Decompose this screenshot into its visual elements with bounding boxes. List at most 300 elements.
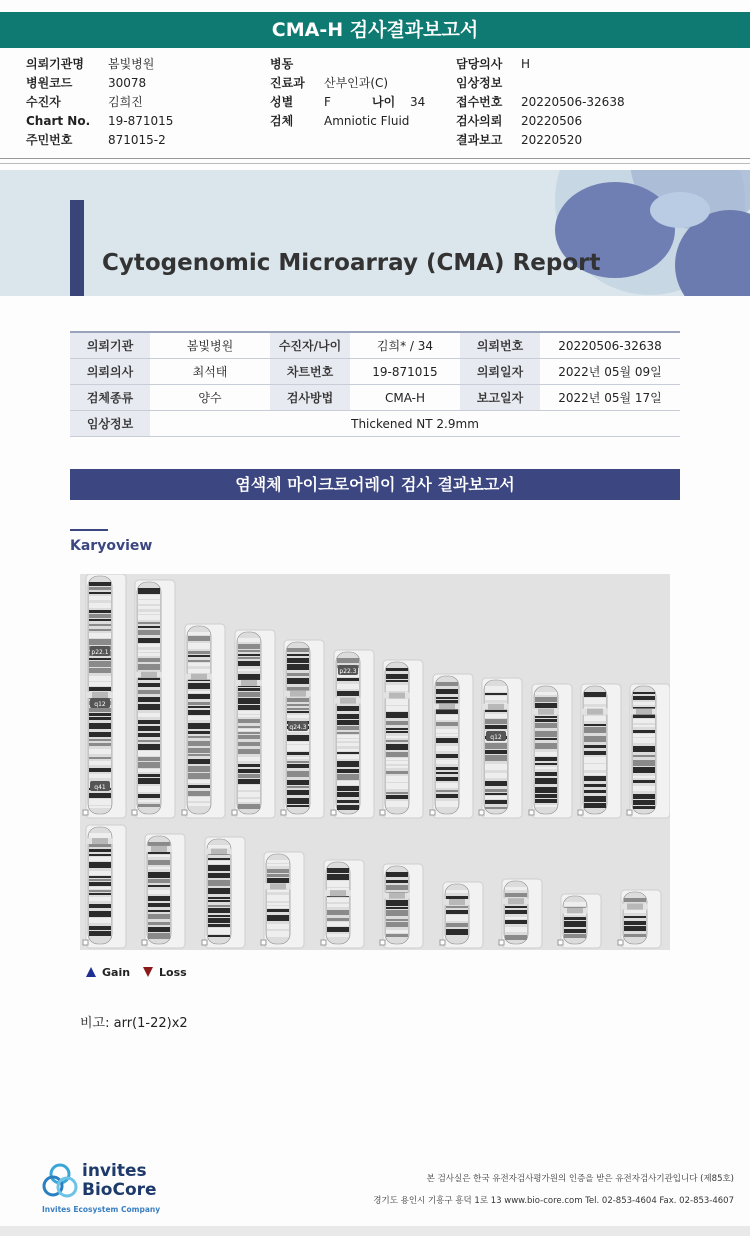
chromosome-band — [238, 661, 260, 666]
chromosome-band — [386, 919, 408, 921]
biocore-logo-icon — [40, 1160, 80, 1202]
chromosome-band — [485, 719, 507, 724]
chromosome-band — [386, 731, 408, 733]
chromosome-band — [138, 612, 160, 614]
chromosome-marker — [331, 810, 336, 815]
chromosome-band — [238, 729, 260, 731]
chromosome-band — [138, 683, 160, 687]
chromosome-band — [89, 658, 111, 660]
info-label: 임상정보 — [70, 411, 150, 437]
chromosome-band — [337, 720, 359, 725]
chromosome-band — [564, 929, 586, 933]
chromosome-band — [89, 732, 111, 737]
age-label: 나이 — [372, 95, 396, 109]
chromosome — [380, 864, 423, 948]
centromere-core — [141, 672, 157, 678]
chromosome-band — [89, 806, 111, 808]
chromosome-band — [89, 774, 111, 778]
chromosome-band — [633, 780, 655, 783]
header-divider-top — [0, 158, 750, 159]
chromosome-band — [138, 757, 160, 761]
chromosome-band — [535, 778, 557, 784]
chromosome-band — [89, 876, 111, 878]
chromosome-band — [89, 904, 111, 908]
centromere-core — [270, 883, 286, 889]
centromere-core — [636, 709, 652, 715]
chromosome-band — [505, 887, 527, 890]
chromosome-band — [89, 629, 111, 631]
chromosome-band — [386, 792, 408, 794]
specimen-value: Amniotic Fluid — [324, 114, 410, 128]
result-date-value: 20220520 — [521, 133, 583, 147]
chromosome-band — [267, 890, 289, 892]
chromosome-band — [633, 794, 655, 799]
chromosome-band — [89, 793, 111, 798]
band-label: q24.3 — [289, 724, 307, 731]
band-label: q12 — [490, 734, 502, 741]
chromosome-band — [89, 887, 111, 889]
chromosome-band — [535, 692, 557, 695]
chromosome-band — [436, 682, 458, 686]
chromosome-band — [138, 733, 160, 737]
chromosome-band — [287, 658, 309, 663]
chromosome-band — [337, 691, 359, 696]
info-value: 2022년 05월 17일 — [540, 385, 680, 411]
chromosome-band — [208, 861, 230, 864]
chromosome-band — [89, 893, 111, 895]
chromosome-band — [386, 699, 408, 705]
resident-no-label: 주민번호 — [26, 133, 73, 147]
chromosome-band — [327, 910, 349, 915]
chromosome-band — [584, 784, 606, 787]
request-date-label: 검사의뢰 — [456, 114, 503, 128]
chromosome-band — [238, 732, 260, 734]
chromosome-band — [584, 692, 606, 697]
chromosome — [529, 684, 572, 818]
chromosome — [440, 882, 483, 948]
centromere-core — [241, 680, 257, 686]
chromosome-band — [436, 729, 458, 733]
chromosome-band — [188, 669, 210, 673]
chromosome-band — [436, 772, 458, 774]
chromosome-band — [148, 852, 170, 854]
chromosome-band — [485, 725, 507, 729]
chromosome-band — [208, 880, 230, 886]
chromosome-band — [89, 862, 111, 868]
banner-title: Cytogenomic Microarray (CMA) Report — [102, 250, 601, 276]
chromosome-band — [327, 874, 349, 880]
chromosome-marker — [182, 810, 187, 815]
chromosome-band — [188, 643, 210, 649]
chromosome-band — [188, 773, 210, 779]
chromosome-band — [436, 794, 458, 798]
chromosome-band — [386, 872, 408, 877]
chromosome-band — [337, 781, 359, 785]
chromosome-band — [485, 773, 507, 778]
banner-decoration — [0, 170, 750, 296]
chromosome-band — [89, 739, 111, 741]
section-title: 염색체 마이크로어레이 검사 결과보고서 — [70, 469, 680, 500]
chromosome — [479, 678, 522, 818]
chromosome-band — [138, 622, 160, 624]
chromosome-marker — [380, 940, 385, 945]
chromosome-band — [238, 657, 260, 659]
karyogram — [80, 574, 670, 950]
chromosome-band — [89, 849, 111, 852]
chromosome-band — [287, 648, 309, 652]
chromosome-band — [446, 910, 468, 914]
chromosome-band — [267, 895, 289, 901]
table-row — [70, 332, 680, 359]
chromosome — [331, 650, 374, 818]
chromosome-band — [287, 742, 309, 744]
chromosome-band — [89, 587, 111, 590]
chromosome-band — [446, 929, 468, 935]
chromosome-band — [188, 632, 210, 635]
chromosome-body — [583, 686, 607, 814]
chromosome-band — [188, 683, 210, 689]
chromosome-band — [386, 674, 408, 679]
hospital-name-value: 봄빛병원 — [108, 57, 155, 71]
chromosome-band — [138, 740, 160, 742]
info-value: 김희* / 34 — [350, 332, 460, 359]
chromosome-band — [188, 706, 210, 708]
chromosome-band — [633, 800, 655, 805]
chromosome-band — [436, 777, 458, 781]
chromosome-band — [485, 686, 507, 692]
chromosome-band — [386, 744, 408, 750]
chromosome-band — [238, 799, 260, 802]
chromosome-band — [208, 908, 230, 913]
chromosome-band — [327, 934, 349, 937]
chromosome — [182, 624, 225, 818]
chromosome-band — [386, 900, 408, 906]
chromosome-band — [148, 860, 170, 865]
chromosome-marker — [321, 940, 326, 945]
chromosome-band — [337, 752, 359, 754]
chromosome-band — [564, 921, 586, 927]
chromosome-band — [89, 596, 111, 600]
chromosome-band — [436, 689, 458, 694]
sex-value: F — [324, 95, 331, 109]
chromosome-band — [188, 651, 210, 654]
chromosome-band — [89, 639, 111, 645]
centromere-core — [151, 846, 167, 852]
chromosome-band — [188, 655, 210, 657]
info-label: 의뢰일자 — [460, 359, 540, 385]
centromere-core — [211, 849, 227, 855]
report-title: CMA-H 검사결과보고서 — [0, 12, 750, 48]
chromosome-band — [267, 915, 289, 921]
chromosome-band — [89, 610, 111, 613]
chromosome-band — [485, 793, 507, 795]
chromosome — [627, 684, 670, 818]
chromosome-band — [148, 910, 170, 912]
dept-label: 진료과 — [270, 76, 305, 90]
chromosome-marker — [83, 810, 88, 815]
chromosome-band — [267, 903, 289, 905]
chromosome-band — [138, 658, 160, 662]
chromosome-band — [633, 730, 655, 733]
chromosome-band — [386, 934, 408, 937]
chromosome-band — [337, 684, 359, 689]
chromosome-band — [238, 749, 260, 754]
info-label: 의뢰기관 — [70, 332, 150, 359]
chromosome-band — [89, 743, 111, 746]
chromosome-band — [436, 709, 458, 714]
company-logo — [82, 1162, 157, 1200]
chromosome-band — [267, 931, 289, 937]
centromere-core — [449, 899, 465, 905]
chromosome-band — [535, 703, 557, 708]
chromosome-band — [238, 669, 260, 671]
chromosome-band — [89, 668, 111, 673]
banner-accent-bar — [70, 200, 84, 296]
chromosome-band — [138, 751, 160, 756]
chromosome-band — [535, 731, 557, 737]
chromosome-band — [138, 774, 160, 777]
chromosome-band — [238, 688, 260, 691]
chromosome-band — [584, 745, 606, 748]
chromosome-band — [238, 804, 260, 809]
chromosome-band — [624, 926, 646, 931]
chromosome-band — [138, 804, 160, 807]
chromosome-band — [188, 759, 210, 764]
chromosome-band — [584, 796, 606, 802]
chromosome-band — [386, 668, 408, 671]
chromosome-band — [327, 898, 349, 902]
chromosome-band — [238, 774, 260, 778]
chromosome-marker — [380, 810, 385, 815]
chromosome-marker — [529, 810, 534, 815]
logo-line2: BioCore — [82, 1180, 157, 1200]
chromosome-band — [287, 745, 309, 751]
chromosome-band — [386, 736, 408, 738]
chromosome-band — [584, 698, 606, 704]
chromosome-band — [89, 897, 111, 901]
chromosome-band — [208, 858, 230, 860]
chromosome-band — [436, 783, 458, 788]
info-value: 양수 — [150, 385, 270, 411]
chromosome-band — [446, 915, 468, 921]
chromosome-band — [505, 920, 527, 924]
chromosome-band — [188, 748, 210, 753]
chromosome-band — [287, 711, 309, 713]
chromosome-band — [337, 749, 359, 751]
chromosome-band — [138, 588, 160, 594]
chromosome-band — [535, 805, 557, 807]
chromosome-band — [633, 692, 655, 694]
chromosome-band — [148, 927, 170, 932]
chromosome-band — [386, 783, 408, 789]
chromosome-band — [485, 796, 507, 799]
chromosome-band — [89, 918, 111, 923]
chromosome-band — [564, 917, 586, 920]
receipt-no-label: 접수번호 — [456, 95, 503, 109]
chromosome-band — [505, 935, 527, 940]
chromosome-band — [485, 789, 507, 792]
chromosome-marker — [261, 940, 266, 945]
chromosome-band — [436, 722, 458, 726]
chromosome-band — [148, 885, 170, 887]
chromosome-band — [327, 927, 349, 932]
chromosome-band — [633, 702, 655, 705]
chromosome-band — [584, 776, 606, 781]
chromosome-band — [505, 927, 527, 932]
chromosome-band — [89, 661, 111, 667]
chromosome-band — [337, 805, 359, 810]
chromosome-band — [148, 933, 170, 939]
chromosome-band — [267, 860, 289, 863]
chromosome-band — [148, 914, 170, 919]
centromere-core — [488, 704, 504, 710]
chromosome-band — [337, 726, 359, 730]
chromosome-band — [238, 711, 260, 714]
chromosome — [321, 860, 364, 948]
chromosome-band — [138, 690, 160, 694]
chromosome-band — [138, 786, 160, 792]
chromosome-band — [89, 676, 111, 681]
band-label: p22.1 — [91, 649, 109, 656]
chromosome-band — [287, 790, 309, 795]
remark-text: 비고: arr(1-22)x2 — [80, 1016, 188, 1031]
chromosome-band — [138, 704, 160, 710]
chromosome-band — [267, 864, 289, 866]
chromosome — [232, 630, 275, 818]
chromosome-band — [505, 917, 527, 919]
chromosome-band — [287, 798, 309, 804]
chromosome-band — [267, 909, 289, 912]
chromosome-band — [327, 904, 349, 907]
chromosome-band — [287, 715, 309, 718]
chromosome-band — [436, 754, 458, 758]
patient-value: 김희진 — [108, 95, 143, 109]
chromosome-band — [633, 767, 655, 773]
chromosome-band — [584, 757, 606, 763]
chromosome-band — [505, 910, 527, 914]
chromosome-band — [327, 922, 349, 926]
chromosome-marker — [499, 940, 504, 945]
chromosome-band — [208, 888, 230, 894]
chromosome-band — [238, 785, 260, 790]
chromosome-band — [267, 924, 289, 929]
chromosome — [558, 894, 601, 948]
chromosome-band — [287, 708, 309, 710]
chromosome-band — [148, 903, 170, 907]
hospital-code-label: 병원코드 — [26, 76, 73, 90]
report-banner — [0, 170, 750, 296]
chromosome-band — [138, 626, 160, 628]
ward-label: 병동 — [270, 57, 294, 71]
chromosome-band — [89, 723, 111, 729]
info-label: 수진자/나이 — [270, 332, 350, 359]
chromosome-band — [337, 714, 359, 719]
chromosome-band — [337, 706, 359, 711]
chromosome-band — [337, 755, 359, 759]
chromosome-band — [564, 934, 586, 938]
chromosome-band — [436, 734, 458, 736]
chromosome-band — [386, 930, 408, 933]
chromosome-band — [386, 907, 408, 909]
chromosome-marker — [232, 810, 237, 815]
chromosome-band — [287, 678, 309, 684]
table-row — [70, 385, 680, 411]
chromosome-band — [287, 757, 309, 759]
chromosome-band — [633, 806, 655, 809]
patient-label: 수진자 — [26, 95, 61, 109]
chromosome-band — [188, 663, 210, 666]
centromere-core — [389, 893, 405, 899]
chromosome-band — [89, 799, 111, 805]
chromosome-band — [138, 615, 160, 620]
chart-no-label: Chart No. — [26, 114, 91, 128]
chromosome-band — [535, 763, 557, 765]
chromosome-band — [89, 757, 111, 759]
chromosome-band — [89, 614, 111, 618]
chromosome-band — [138, 653, 160, 656]
chromosome-band — [386, 761, 408, 764]
chromosome-band — [89, 592, 111, 594]
chromosome-band — [138, 713, 160, 717]
chromosome-band — [287, 764, 309, 768]
chromosome-band — [267, 869, 289, 873]
info-label: 보고일자 — [460, 385, 540, 411]
chromosome-band — [535, 794, 557, 798]
chromosome-band — [148, 890, 170, 894]
chromosome-band — [337, 774, 359, 780]
chromosome-band — [208, 918, 230, 923]
chromosome-band — [188, 785, 210, 788]
band-label: q41 — [94, 784, 106, 791]
chromosome-band — [584, 724, 606, 726]
chromosome-band — [188, 691, 210, 693]
chromosome-band — [138, 744, 160, 750]
chromosome-band — [624, 934, 646, 937]
chromosome-band — [436, 767, 458, 770]
chromosome — [142, 834, 185, 948]
centromere-core — [567, 907, 583, 913]
chromosome-band — [436, 715, 458, 720]
chromosome-band — [238, 654, 260, 656]
legend-loss — [143, 966, 187, 979]
chromosome-band — [633, 719, 655, 723]
chromosome-band — [238, 715, 260, 717]
chromosome-marker — [479, 810, 484, 815]
chromosome-band — [287, 735, 309, 741]
chromosome-band — [535, 787, 557, 793]
chromosome-band — [188, 741, 210, 746]
chromosome-band — [238, 742, 260, 746]
chromosome-band — [138, 664, 160, 670]
chromosome-band — [208, 928, 230, 934]
chromosome-marker — [578, 810, 583, 815]
chromosome-band — [208, 905, 230, 907]
info-label: 검사방법 — [270, 385, 350, 411]
header-col2 — [270, 55, 425, 131]
chromosome-band — [485, 755, 507, 761]
chromosome-band — [535, 757, 557, 761]
chromosome-band — [446, 906, 468, 908]
chromosome-band — [624, 898, 646, 902]
chromosome-band — [337, 732, 359, 734]
chromosome-band — [188, 660, 210, 662]
chromosome-band — [633, 746, 655, 752]
chromosome-band — [446, 923, 468, 927]
chromosome-band — [436, 697, 458, 699]
chromosome-band — [327, 868, 349, 873]
chromosome-band — [337, 769, 359, 773]
centromere-core — [92, 838, 108, 844]
